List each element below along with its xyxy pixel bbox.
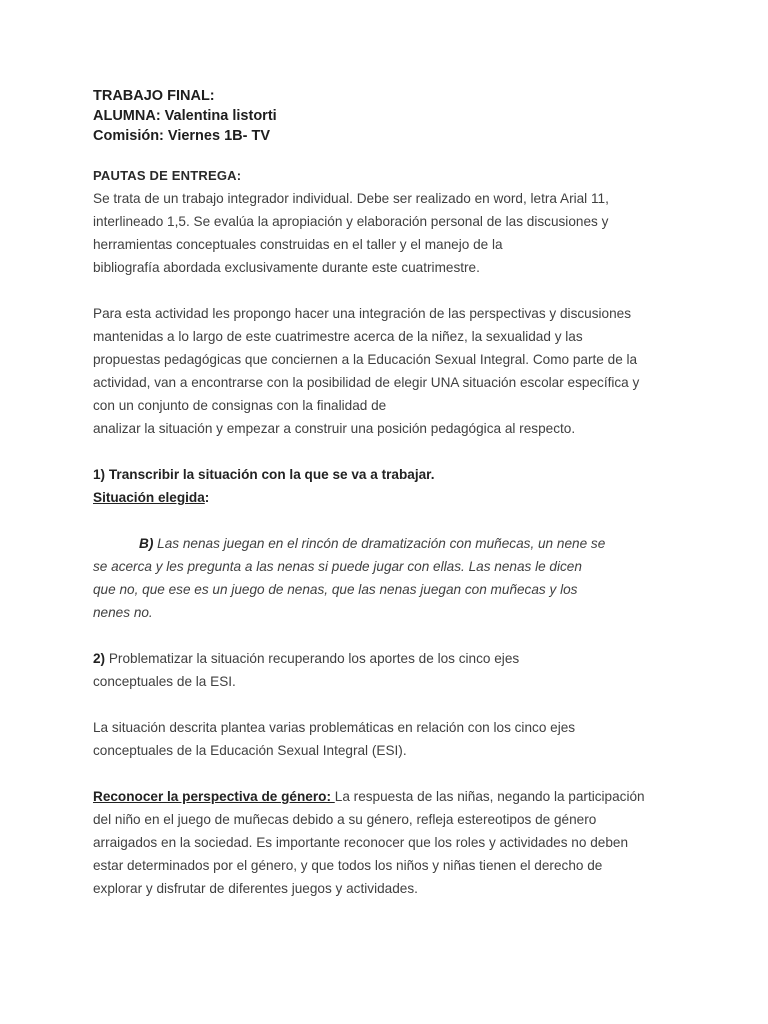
question-1-title: 1) Transcribir la situación con la que se va a trabajar.: [93, 467, 435, 482]
paragraph-line: Para esta actividad les propongo hacer una integración de las perspectivas y discusiones: [93, 306, 632, 321]
paragraph-line: Se trata de un trabajo integrador individual. Debe ser realizado en word, letra Arial 11,: [93, 191, 609, 206]
case-text: Las nenas juegan en el rincón de dramatización con muñecas, un nene se: [153, 536, 606, 551]
question-2-first-line: [93, 647, 683, 670]
paragraph-line: actividad, van a encontrarse con la posibilidad de elegir UNA situación escolar específica y: [93, 375, 640, 390]
question-2-number: 2): [93, 651, 106, 666]
case-letter: B): [139, 536, 154, 551]
case-line: nenes no.: [93, 605, 153, 620]
situation-case: [93, 532, 683, 624]
gender-first-text: La respuesta de las niñas, negando la participación: [334, 789, 645, 804]
paragraph-line: bibliografía abordada exclusivamente durante este cuatrimestre.: [93, 260, 480, 275]
paragraph-line: mantenidas a lo largo de este cuatrimestre acerca de la niñez, la sexualidad y las: [93, 329, 583, 344]
question-2: [93, 647, 683, 693]
paragraph-line: herramientas conceptuales construidas en el taller y el manejo de la: [93, 237, 503, 252]
guidelines-heading: PAUTAS DE ENTREGA:: [93, 168, 242, 183]
gender-heading: Reconocer la perspectiva de género:: [93, 789, 335, 804]
paragraph-line: con un conjunto de consignas con la finalidad de: [93, 398, 387, 413]
intro-paragraph: [93, 716, 683, 762]
paragraph-line: interlineado 1,5. Se evalúa la apropiación y elaboración personal de las discusiones y: [93, 214, 609, 229]
document-title: TRABAJO FINAL:: [93, 88, 215, 104]
paragraph-line: propuestas pedagógicas que conciernen a la Educación Sexual Integral. Como parte de la: [93, 352, 638, 367]
paragraph-line: conceptuales de la ESI.: [93, 674, 236, 689]
guidelines-paragraph: [93, 187, 683, 279]
case-first-line: [93, 532, 683, 555]
gender-first-line: [93, 785, 683, 808]
chosen-situation-colon: :: [204, 490, 210, 505]
case-line: que no, que ese es un juego de nenas, que las nenas juegan con muñecas y los: [93, 582, 578, 597]
paragraph-line: conceptuales de la Educación Sexual Integral (ESI).: [93, 743, 407, 758]
chosen-situation-label: [93, 486, 683, 509]
chosen-situation-text: Situación elegida: [93, 490, 205, 505]
paragraph-line: del niño en el juego de muñecas debido a su género, refleja estereotipos de género: [93, 812, 597, 827]
student-name: ALUMNA: Valentina listorti: [93, 108, 277, 124]
paragraph-line: La situación descrita plantea varias problemáticas en relación con los cinco ejes: [93, 720, 576, 735]
document-page: [93, 86, 683, 900]
commission-info: Comisión: Viernes 1B- TV: [93, 128, 270, 144]
question-2-text: Problematizar la situación recuperando los aportes de los cinco ejes: [105, 651, 520, 666]
activity-paragraph: [93, 302, 683, 440]
paragraph-line: arraigados en la sociedad. Es importante reconocer que los roles y actividades no deben: [93, 835, 629, 850]
gender-paragraph: [93, 785, 683, 900]
case-line: se acerca y les pregunta a las nenas si puede jugar con ellas. Las nenas le dicen: [93, 559, 582, 574]
paragraph-line: analizar la situación y empezar a construir una posición pedagógica al respecto.: [93, 421, 576, 436]
document-header: [93, 86, 683, 146]
paragraph-line: explorar y disfrutar de diferentes juegos y actividades.: [93, 881, 418, 896]
paragraph-line: estar determinados por el género, y que todos los niños y niñas tienen el derecho de: [93, 858, 603, 873]
